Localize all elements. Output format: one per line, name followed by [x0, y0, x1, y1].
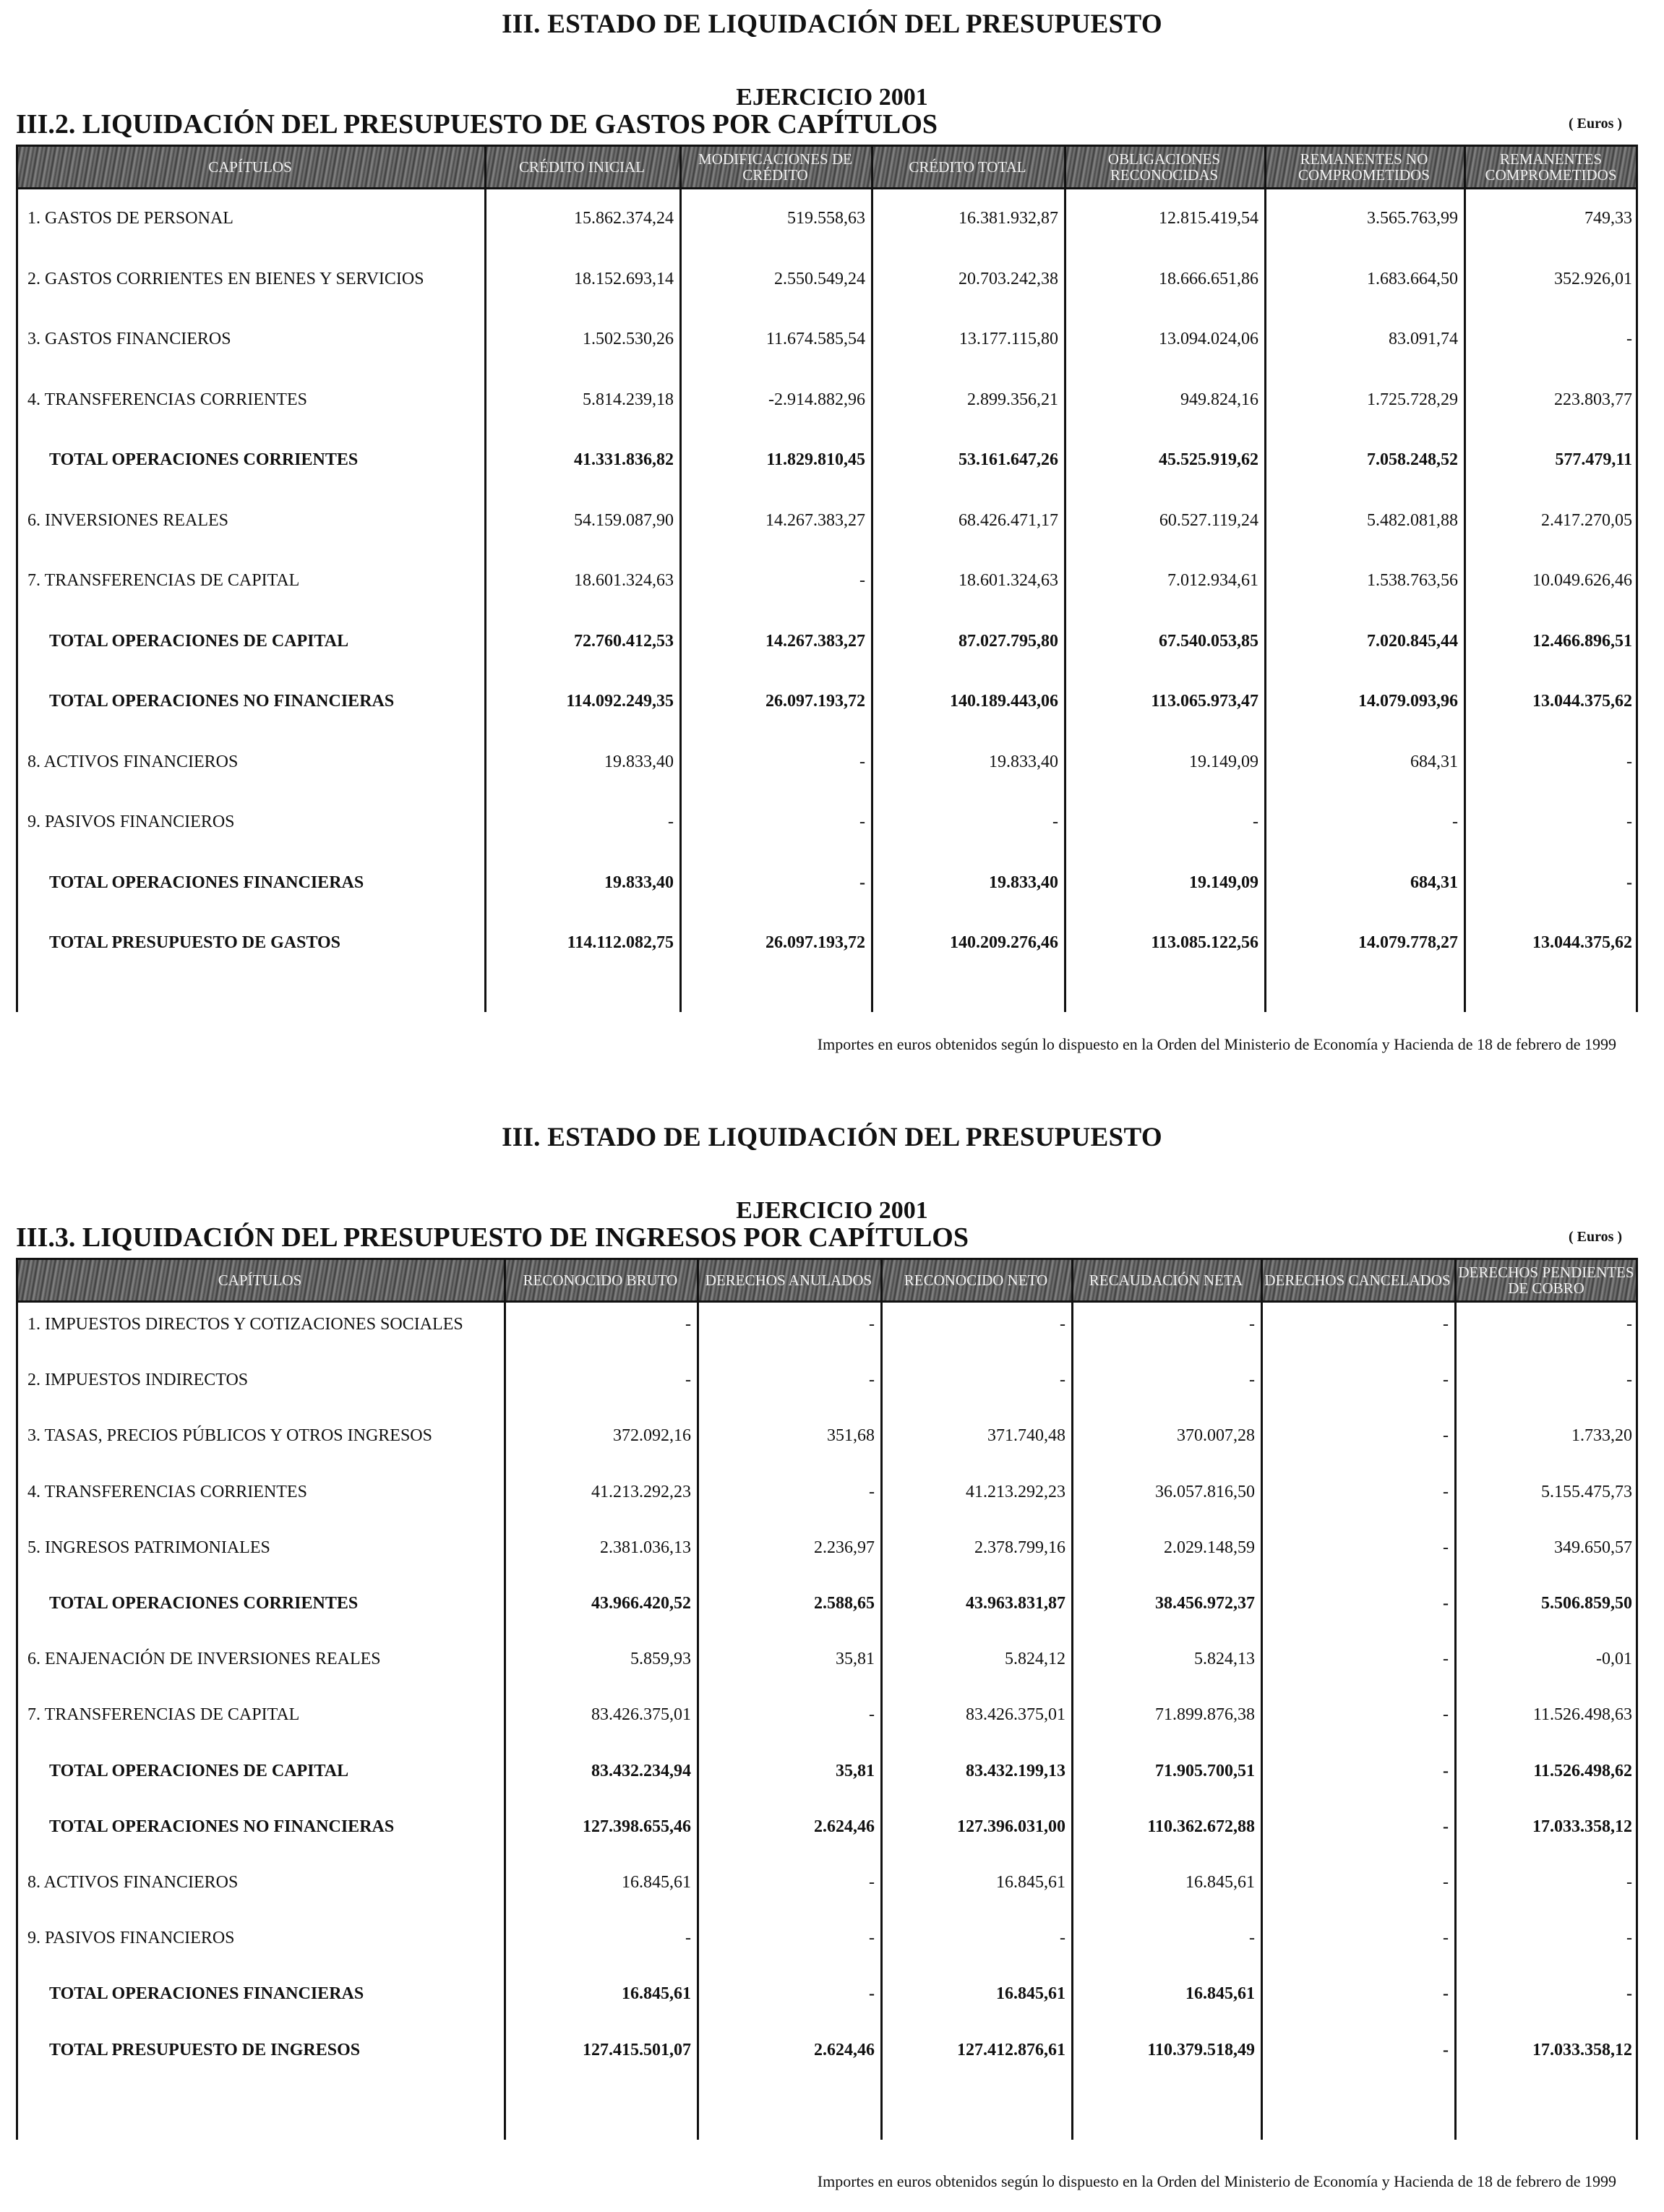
- value-cell: -: [1443, 1538, 1449, 1557]
- footnote: Importes en euros obtenidos según lo dispuesto en la Orden del Ministerio de Economía y Hacienda de 18 de febrero de 1999: [817, 2172, 1616, 2190]
- table-row: [16, 325, 1638, 353]
- value-cell: -: [1626, 1315, 1632, 1334]
- table-row: [16, 1812, 1638, 1841]
- table-row: [16, 1924, 1638, 1952]
- value-cell: -: [859, 571, 865, 590]
- value-cell: -: [1443, 1817, 1449, 1836]
- value-cell: 140.189.443,06: [950, 692, 1058, 711]
- value-cell: 67.540.053,85: [1159, 631, 1258, 651]
- value-cell: -: [859, 752, 865, 771]
- value-cell: -: [1443, 1929, 1449, 1948]
- value-cell: -: [1626, 1371, 1632, 1390]
- value-cell: 45.525.919,62: [1159, 450, 1258, 469]
- value-cell: -: [1060, 1315, 1065, 1334]
- table-header: [16, 145, 1638, 189]
- value-cell: -: [1249, 1371, 1255, 1390]
- footnote: Importes en euros obtenidos según lo dispuesto en la Orden del Ministerio de Economía y Hacienda de 18 de febrero de 1999: [817, 1035, 1616, 1053]
- column-header: REMANENTES COMPROMETIDOS: [1485, 150, 1617, 184]
- value-cell: -: [1249, 1315, 1255, 1334]
- column-header: REMANENTES NO COMPROMETIDOS: [1298, 150, 1431, 184]
- value-cell: 16.845,61: [1185, 1984, 1255, 2004]
- row-label: TOTAL PRESUPUESTO DE INGRESOS: [49, 2040, 361, 2059]
- value-cell: 43.963.831,87: [966, 1594, 1065, 1613]
- value-cell: 12.466.896,51: [1532, 631, 1632, 651]
- table-row: [16, 1979, 1638, 2008]
- value-cell: -: [1249, 1929, 1255, 1948]
- table-row: [16, 1589, 1638, 1618]
- value-cell: 15.862.374,24: [574, 209, 674, 228]
- column-header: RECONOCIDO NETO: [904, 1272, 1048, 1289]
- value-cell: 54.159.087,90: [574, 510, 674, 530]
- row-label: TOTAL OPERACIONES DE CAPITAL: [49, 631, 349, 651]
- value-cell: -: [1443, 1873, 1449, 1892]
- value-cell: 83.426.375,01: [591, 1705, 691, 1725]
- table-row: [16, 1700, 1638, 1729]
- value-cell: 113.065.973,47: [1151, 692, 1258, 711]
- value-cell: 19.149,09: [1189, 873, 1258, 892]
- value-cell: 83.432.199,13: [966, 1761, 1065, 1780]
- row-label: 8. ACTIVOS FINANCIEROS: [27, 752, 239, 771]
- value-cell: 223.803,77: [1554, 390, 1632, 409]
- value-cell: 7.012.934,61: [1167, 571, 1258, 590]
- value-cell: 2.624,46: [814, 1817, 875, 1836]
- value-cell: 5.824,13: [1194, 1650, 1255, 1669]
- main-title: III. ESTADO DE LIQUIDACIÓN DEL PRESUPUESTO: [502, 1123, 1162, 1152]
- table-row: [16, 1868, 1638, 1897]
- value-cell: 26.097.193,72: [765, 933, 865, 952]
- value-cell: 2.378.799,16: [974, 1538, 1065, 1557]
- table-row: [16, 506, 1638, 535]
- value-cell: -: [869, 1984, 875, 2004]
- value-cell: 12.815.419,54: [1159, 209, 1258, 228]
- row-label: TOTAL PRESUPUESTO DE GASTOS: [49, 933, 341, 952]
- value-cell: 110.379.518,49: [1147, 2040, 1255, 2059]
- value-cell: 14.267.383,27: [765, 510, 865, 530]
- ingresos-table: [16, 1258, 1638, 2140]
- value-cell: 113.085.122,56: [1151, 933, 1258, 952]
- value-cell: 35,81: [836, 1650, 875, 1669]
- row-label: 5. INGRESOS PATRIMONIALES: [27, 1538, 270, 1557]
- value-cell: 41.213.292,23: [591, 1482, 691, 1501]
- section-subtitle: III.3. LIQUIDACIÓN DEL PRESUPUESTO DE INGRESOS POR CAPÍTULOS: [16, 1222, 969, 1253]
- value-cell: 3.565.763,99: [1367, 209, 1458, 228]
- table-row: [16, 1757, 1638, 1786]
- table-row: [16, 2036, 1638, 2065]
- table-row: [16, 1533, 1638, 1562]
- value-cell: 13.044.375,62: [1532, 692, 1632, 711]
- value-cell: 19.833,40: [989, 752, 1058, 771]
- row-label: 1. GASTOS DE PERSONAL: [27, 209, 233, 228]
- value-cell: -: [1626, 1929, 1632, 1948]
- table-row: [16, 627, 1638, 656]
- value-cell: 19.833,40: [604, 752, 674, 771]
- value-cell: 11.526.498,62: [1533, 1761, 1632, 1780]
- value-cell: -: [1626, 1984, 1632, 2004]
- value-cell: -: [685, 1929, 691, 1948]
- column-header: OBLIGACIONES RECONOCIDAS: [1107, 150, 1221, 184]
- table-row: [16, 747, 1638, 776]
- value-cell: 127.415.501,07: [583, 2040, 691, 2059]
- main-title: III. ESTADO DE LIQUIDACIÓN DEL PRESUPUESTO: [502, 9, 1162, 39]
- value-cell: -: [1626, 330, 1632, 348]
- row-label: 9. PASIVOS FINANCIEROS: [27, 1929, 235, 1948]
- value-cell: -: [1253, 813, 1258, 831]
- value-cell: -: [1626, 873, 1632, 892]
- table-row: [16, 566, 1638, 595]
- value-cell: -: [869, 1315, 875, 1334]
- value-cell: 949.824,16: [1180, 390, 1258, 409]
- value-cell: 5.155.475,73: [1541, 1482, 1632, 1501]
- value-cell: 371.740,48: [987, 1426, 1065, 1446]
- value-cell: 16.845,61: [996, 1984, 1065, 2004]
- table-row: [16, 687, 1638, 716]
- value-cell: 11.526.498,63: [1532, 1705, 1632, 1725]
- column-header: RECAUDACIÓN NETA: [1089, 1272, 1243, 1289]
- value-cell: -: [685, 1315, 691, 1334]
- value-cell: 684,31: [1410, 873, 1458, 892]
- column-header: DERECHOS CANCELADOS: [1264, 1272, 1451, 1289]
- value-cell: 71.899.876,38: [1155, 1705, 1255, 1725]
- value-cell: -: [1060, 1929, 1065, 1948]
- value-cell: 5.482.081,88: [1367, 510, 1458, 530]
- value-cell: 16.845,61: [1185, 1873, 1255, 1892]
- value-cell: 18.152.693,14: [574, 269, 674, 288]
- value-cell: -: [1443, 1594, 1449, 1613]
- units-label: ( Euros ): [1569, 1229, 1623, 1245]
- value-cell: 17.033.358,12: [1532, 1817, 1632, 1836]
- value-cell: -: [1443, 1315, 1449, 1334]
- table-header: [16, 1258, 1638, 1303]
- value-cell: 19.149,09: [1189, 752, 1258, 771]
- value-cell: 72.760.412,53: [574, 631, 674, 651]
- value-cell: 5.824,12: [1005, 1650, 1065, 1669]
- value-cell: 2.588,65: [814, 1594, 875, 1613]
- value-cell: 749,33: [1584, 209, 1632, 228]
- value-cell: -: [668, 813, 674, 831]
- units-label: ( Euros ): [1569, 116, 1623, 132]
- row-label: 6. ENAJENACIÓN DE INVERSIONES REALES: [27, 1650, 381, 1669]
- column-header: CAPÍTULOS: [218, 1272, 302, 1289]
- value-cell: 83.432.234,94: [591, 1761, 691, 1780]
- table-row: [16, 1645, 1638, 1673]
- value-cell: 127.398.655,46: [583, 1817, 691, 1836]
- value-cell: 577.479,11: [1555, 450, 1632, 469]
- value-cell: 43.966.420,52: [591, 1594, 691, 1613]
- value-cell: 2.550.549,24: [774, 269, 865, 288]
- value-cell: 1.683.664,50: [1367, 269, 1458, 288]
- value-cell: -: [869, 1371, 875, 1390]
- value-cell: 370.007,28: [1177, 1426, 1255, 1446]
- value-cell: 5.506.859,50: [1541, 1594, 1632, 1613]
- value-cell: 41.213.292,23: [966, 1482, 1065, 1501]
- row-label: 9. PASIVOS FINANCIEROS: [27, 813, 235, 831]
- value-cell: 19.833,40: [604, 873, 674, 892]
- table-row: [16, 204, 1638, 233]
- value-cell: 10.049.626,46: [1532, 571, 1632, 590]
- value-cell: 16.845,61: [622, 1984, 691, 2004]
- value-cell: -: [859, 873, 865, 892]
- value-cell: 18.601.324,63: [958, 571, 1058, 590]
- value-cell: 83.091,74: [1389, 330, 1458, 348]
- value-cell: -: [1443, 2040, 1449, 2059]
- table-row: [16, 1310, 1638, 1339]
- value-cell: 351,68: [827, 1426, 875, 1446]
- value-cell: 110.362.672,88: [1147, 1817, 1255, 1836]
- value-cell: 7.020.845,44: [1367, 631, 1458, 651]
- value-cell: 1.538.763,56: [1367, 571, 1458, 590]
- value-cell: 2.417.270,05: [1541, 510, 1632, 530]
- section-subtitle: III.2. LIQUIDACIÓN DEL PRESUPUESTO DE GASTOS POR CAPÍTULOS: [16, 109, 938, 140]
- table-row: [16, 1421, 1638, 1450]
- table-row: [16, 807, 1638, 836]
- table-row: [16, 1478, 1638, 1506]
- value-cell: 53.161.647,26: [958, 450, 1058, 469]
- value-cell: -: [1443, 1984, 1449, 2004]
- value-cell: 684,31: [1410, 752, 1458, 771]
- value-cell: 2.029.148,59: [1164, 1538, 1255, 1557]
- table-row: [16, 928, 1638, 957]
- row-label: 4. TRANSFERENCIAS CORRIENTES: [27, 390, 307, 409]
- value-cell: 127.412.876,61: [957, 2040, 1065, 2059]
- value-cell: 18.666.651,86: [1159, 269, 1258, 288]
- value-cell: -: [869, 1929, 875, 1948]
- value-cell: 71.905.700,51: [1155, 1761, 1255, 1780]
- value-cell: -: [1060, 1371, 1065, 1390]
- row-label: TOTAL OPERACIONES NO FINANCIERAS: [49, 1817, 395, 1836]
- value-cell: 36.057.816,50: [1155, 1482, 1255, 1501]
- value-cell: -: [1443, 1650, 1449, 1669]
- row-label: TOTAL OPERACIONES CORRIENTES: [49, 450, 359, 469]
- value-cell: -0,01: [1596, 1650, 1632, 1669]
- value-cell: 68.426.471,17: [958, 510, 1058, 530]
- value-cell: 16.381.932,87: [958, 209, 1058, 228]
- value-cell: 20.703.242,38: [958, 269, 1058, 288]
- value-cell: 352.926,01: [1554, 269, 1632, 288]
- value-cell: 13.094.024,06: [1159, 330, 1258, 348]
- column-header: RECONOCIDO BRUTO: [523, 1272, 678, 1289]
- value-cell: -: [1443, 1426, 1449, 1446]
- value-cell: -: [1452, 813, 1458, 831]
- row-label: TOTAL OPERACIONES FINANCIERAS: [49, 873, 364, 892]
- value-cell: 38.456.972,37: [1155, 1594, 1255, 1613]
- column-header: MODIFICACIONES DE CRÉDITO: [698, 150, 852, 184]
- value-cell: -: [1626, 752, 1632, 771]
- value-cell: 1.725.728,29: [1367, 390, 1458, 409]
- table-row: [16, 868, 1638, 897]
- row-label: 2. GASTOS CORRIENTES EN BIENES Y SERVICIOS: [27, 269, 424, 288]
- value-cell: 18.601.324,63: [574, 571, 674, 590]
- column-header: CRÉDITO INICIAL: [518, 158, 645, 176]
- value-cell: 14.267.383,27: [765, 631, 865, 651]
- row-label: 3. TASAS, PRECIOS PÚBLICOS Y OTROS INGRESOS: [27, 1426, 432, 1446]
- value-cell: 372.092,16: [613, 1426, 691, 1446]
- value-cell: 16.845,61: [996, 1873, 1065, 1892]
- value-cell: 87.027.795,80: [958, 631, 1058, 651]
- row-label: TOTAL OPERACIONES DE CAPITAL: [49, 1761, 349, 1780]
- value-cell: -: [1443, 1705, 1449, 1725]
- value-cell: 19.833,40: [989, 873, 1058, 892]
- value-cell: 11.829.810,45: [766, 450, 865, 469]
- ejercicio-label: EJERCICIO 2001: [736, 1197, 928, 1224]
- value-cell: 140.209.276,46: [950, 933, 1058, 952]
- row-label: 3. GASTOS FINANCIEROS: [27, 330, 231, 348]
- value-cell: 349.650,57: [1554, 1538, 1632, 1557]
- row-label: 7. TRANSFERENCIAS DE CAPITAL: [27, 571, 300, 590]
- row-label: 4. TRANSFERENCIAS CORRIENTES: [27, 1482, 307, 1501]
- value-cell: 5.814.239,18: [583, 390, 674, 409]
- value-cell: 1.733,20: [1571, 1426, 1632, 1446]
- value-cell: 519.558,63: [787, 209, 865, 228]
- value-cell: -: [869, 1705, 875, 1725]
- column-header: CRÉDITO TOTAL: [909, 158, 1026, 176]
- table-row: [16, 265, 1638, 293]
- value-cell: -: [1443, 1371, 1449, 1390]
- value-cell: 14.079.778,27: [1358, 933, 1458, 952]
- value-cell: 2.624,46: [814, 2040, 875, 2059]
- value-cell: 114.112.082,75: [567, 933, 674, 952]
- value-cell: 2.381.036,13: [600, 1538, 691, 1557]
- value-cell: -2.914.882,96: [768, 390, 865, 409]
- value-cell: -: [1626, 1873, 1632, 1892]
- table-row: [16, 385, 1638, 414]
- value-cell: 35,81: [836, 1761, 875, 1780]
- value-cell: 127.396.031,00: [957, 1817, 1065, 1836]
- value-cell: 1.502.530,26: [583, 330, 674, 348]
- value-cell: 2.899.356,21: [967, 390, 1058, 409]
- value-cell: -: [1443, 1482, 1449, 1501]
- row-label: 6. INVERSIONES REALES: [27, 510, 229, 530]
- value-cell: 17.033.358,12: [1532, 2040, 1632, 2059]
- row-label: 7. TRANSFERENCIAS DE CAPITAL: [27, 1705, 300, 1725]
- value-cell: 7.058.248,52: [1367, 450, 1458, 469]
- value-cell: -: [1052, 813, 1058, 831]
- value-cell: 11.674.585,54: [765, 330, 865, 348]
- row-label: 2. IMPUESTOS INDIRECTOS: [27, 1371, 249, 1390]
- row-label: 8. ACTIVOS FINANCIEROS: [27, 1873, 239, 1892]
- value-cell: -: [685, 1371, 691, 1390]
- value-cell: 114.092.249,35: [566, 692, 674, 711]
- value-cell: -: [1443, 1761, 1449, 1780]
- value-cell: 2.236,97: [814, 1538, 875, 1557]
- table-row: [16, 445, 1638, 474]
- gastos-table: [16, 145, 1638, 1012]
- row-label: TOTAL OPERACIONES FINANCIERAS: [49, 1984, 364, 2004]
- value-cell: 26.097.193,72: [765, 692, 865, 711]
- column-header: DERECHOS PENDIENTES DE COBRO: [1458, 1264, 1634, 1297]
- value-cell: 83.426.375,01: [966, 1705, 1065, 1725]
- value-cell: 41.331.836,82: [574, 450, 674, 469]
- value-cell: 5.859,93: [630, 1650, 691, 1669]
- value-cell: -: [859, 813, 865, 831]
- value-cell: -: [869, 1482, 875, 1501]
- value-cell: 14.079.093,96: [1358, 692, 1458, 711]
- value-cell: 13.044.375,62: [1532, 933, 1632, 952]
- value-cell: -: [869, 1873, 875, 1892]
- table-row: [16, 1366, 1638, 1394]
- value-cell: -: [1626, 813, 1632, 831]
- row-label: TOTAL OPERACIONES CORRIENTES: [49, 1594, 359, 1613]
- value-cell: 13.177.115,80: [958, 330, 1058, 348]
- value-cell: 60.527.119,24: [1159, 510, 1258, 530]
- value-cell: 16.845,61: [622, 1873, 691, 1892]
- row-label: 1. IMPUESTOS DIRECTOS Y COTIZACIONES SOCIALES: [27, 1315, 463, 1334]
- ejercicio-label: EJERCICIO 2001: [736, 84, 928, 111]
- row-label: TOTAL OPERACIONES NO FINANCIERAS: [49, 692, 395, 711]
- column-header: CAPÍTULOS: [208, 158, 292, 176]
- column-header: DERECHOS ANULADOS: [705, 1272, 872, 1289]
